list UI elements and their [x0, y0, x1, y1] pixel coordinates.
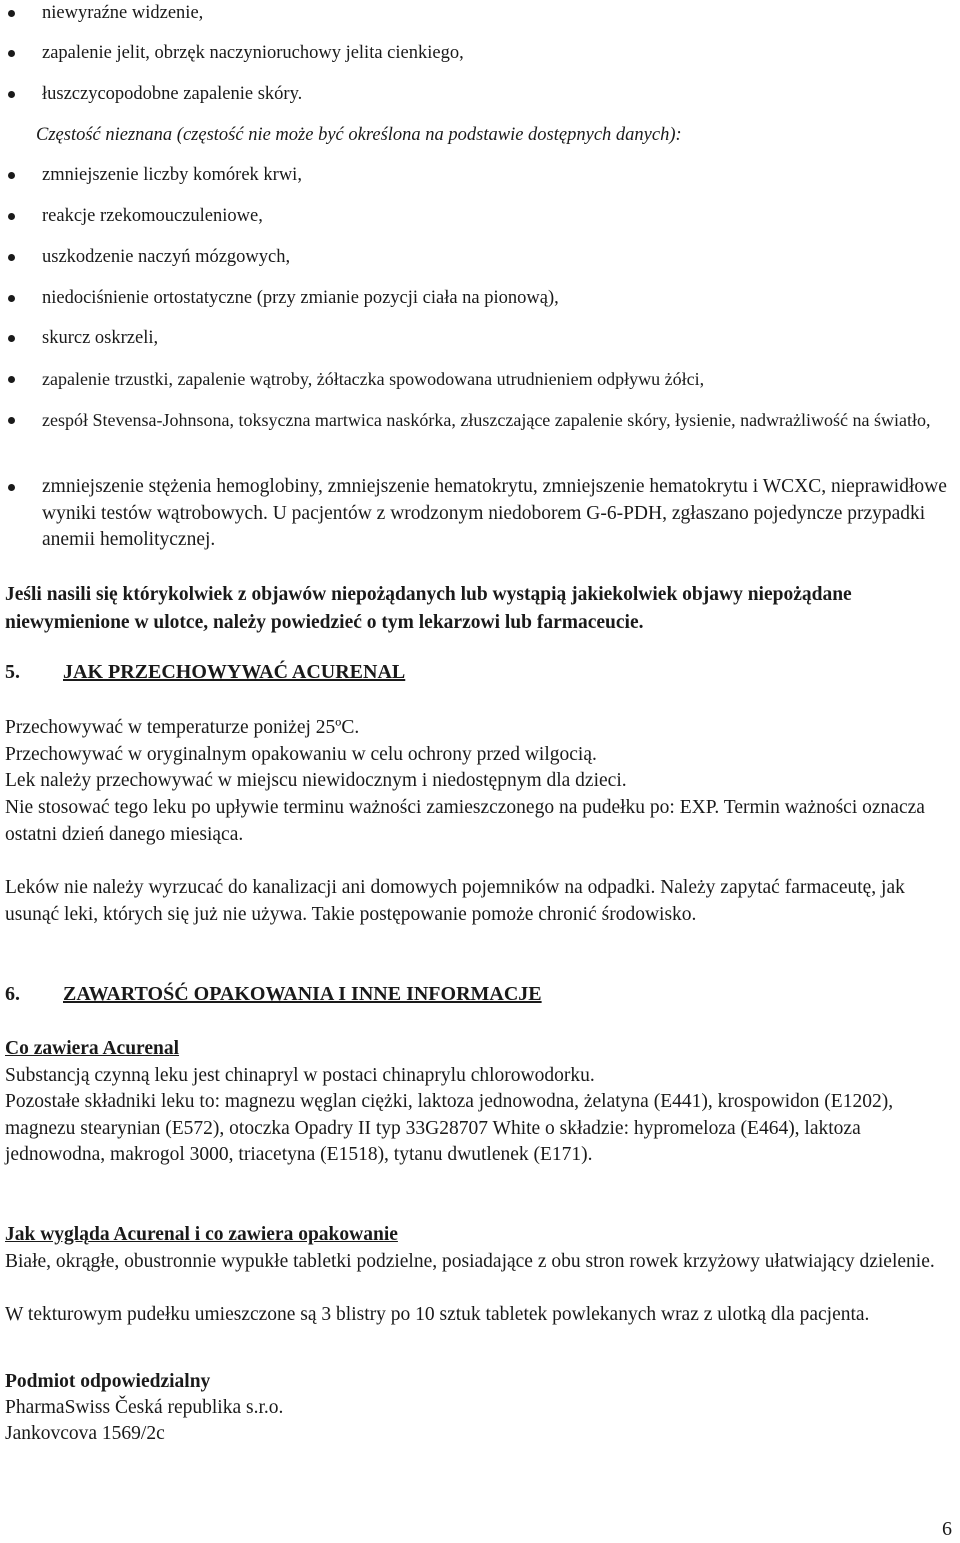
- list-item: uszkodzenie naczyń mózgowych,: [42, 244, 947, 271]
- bullet-icon: [8, 376, 15, 383]
- warning-text: Jeśli nasili się którykolwiek z objawów niepożądanych lub wystąpią jakiekolwiek objawy niepożądane niewymienione w ulotce, należy powiedzieć o tym lekarzowi lub farmaceucie.: [5, 584, 852, 633]
- bullet-icon: [8, 50, 15, 57]
- list-item: niewyraźne widzenie,: [42, 0, 947, 27]
- list-item: skurcz oskrzeli,: [42, 325, 947, 352]
- storage-line: Nie stosować tego leku po upływie terminu ważności zamieszczonego na pudełku po: EXP. Termin ważności oznacza ostatni dzień danego miesiąca.: [5, 797, 925, 845]
- bullet-icon: [8, 10, 15, 17]
- bullet-icon: [8, 417, 15, 424]
- storage-line: Przechowywać w temperaturze poniżej 25ºC.: [5, 717, 360, 738]
- mah-address: Jankovcova 1569/2c: [5, 1423, 165, 1444]
- bullet-icon: [8, 213, 15, 220]
- list-item: niedociśnienie ortostatyczne (przy zmianie pozycji ciała na pionową),: [42, 285, 947, 312]
- excipients: Pozostałe składniki leku to: magnezu węglan ciężki, laktoza jednowodna, żelatyna (E441), krospowidon (E1202), magnezu stearynian (E572), otoczka Opadry II typ 33G28707 White o składzie: hypromeloza (E464), laktoza jednowodna, makrogol 3000, triacetyna (E1518), tytanu dwutlenek (E171).: [5, 1091, 894, 1166]
- disposal-text: Leków nie należy wyrzucać do kanalizacji ani domowych pojemników na odpadki. Należy zapytać farmaceutę, jak usunąć leki, których się już nie używa. Takie postępowanie pomoże chronić środowisko.: [5, 877, 905, 925]
- page-number: 6: [942, 1518, 952, 1540]
- list-item: zmniejszenie liczby komórek krwi,: [42, 162, 947, 189]
- bullet-icon: [8, 484, 15, 491]
- mah-name: PharmaSwiss Česká republika s.r.o.: [5, 1397, 284, 1418]
- frequency-heading: Częstość nieznana (częstość nie może być określona na podstawie dostępnych danych):: [36, 125, 682, 145]
- storage-line: Przechowywać w oryginalnym opakowaniu w celu ochrony przed wilgocią.: [5, 744, 597, 765]
- bullet-icon: [8, 91, 15, 98]
- bullet-icon: [8, 335, 15, 342]
- section-6-heading: 6. ZAWARTOŚĆ OPAKOWANIA I INNE INFORMACJE: [5, 983, 542, 1005]
- active-substance: Substancją czynną leku jest chinapryl w postaci chinaprylu chlorowodorku.: [5, 1065, 595, 1086]
- appearance-heading: Jak wygląda Acurenal i co zawiera opakowanie: [5, 1224, 398, 1245]
- bullet-icon: [8, 254, 15, 261]
- list-item: łuszczycopodobne zapalenie skóry.: [42, 81, 947, 108]
- list-item: reakcje rzekomouczuleniowe,: [42, 203, 947, 230]
- appearance-text: Białe, okrągłe, obustronnie wypukłe tabletki podzielne, posiadające z obu stron rowek krzyżowy ułatwiający dzielenie.: [5, 1251, 935, 1272]
- contents-heading: Co zawiera Acurenal: [5, 1038, 180, 1059]
- list-item: zapalenie jelit, obrzęk naczynioruchowy jelita cienkiego,: [42, 40, 947, 67]
- list-item: zmniejszenie stężenia hemoglobiny, zmniejszenie hematokrytu, zmniejszenie hematokrytu i WCXC, nieprawidłowe wyniki testów wątrobowych. U pacjentów z wrodzonym niedoborem G-6-PDH, zgłaszano pojedyncze przypadki anemii hemolitycznej.: [42, 474, 947, 554]
- list-item: zapalenie trzustki, zapalenie wątroby, żółtaczka spowodowana utrudnieniem odpływu żółci,: [42, 366, 947, 393]
- pack-text: W tekturowym pudełku umieszczone są 3 blistry po 10 sztuk tabletek powlekanych wraz z ulotką dla pacjenta.: [5, 1304, 870, 1325]
- section-5-heading: 5. JAK PRZECHOWYWAĆ ACURENAL: [5, 661, 406, 683]
- mah-heading: Podmiot odpowiedzialny: [5, 1371, 211, 1392]
- storage-line: Lek należy przechowywać w miejscu niewidocznym i niedostępnym dla dzieci.: [5, 770, 627, 791]
- bullet-icon: [8, 295, 15, 302]
- list-item: zespół Stevensa-Johnsona, toksyczna martwica naskórka, złuszczające zapalenie skóry, łysienie, nadwrażliwość na światło,: [42, 407, 947, 433]
- bullet-icon: [8, 172, 15, 179]
